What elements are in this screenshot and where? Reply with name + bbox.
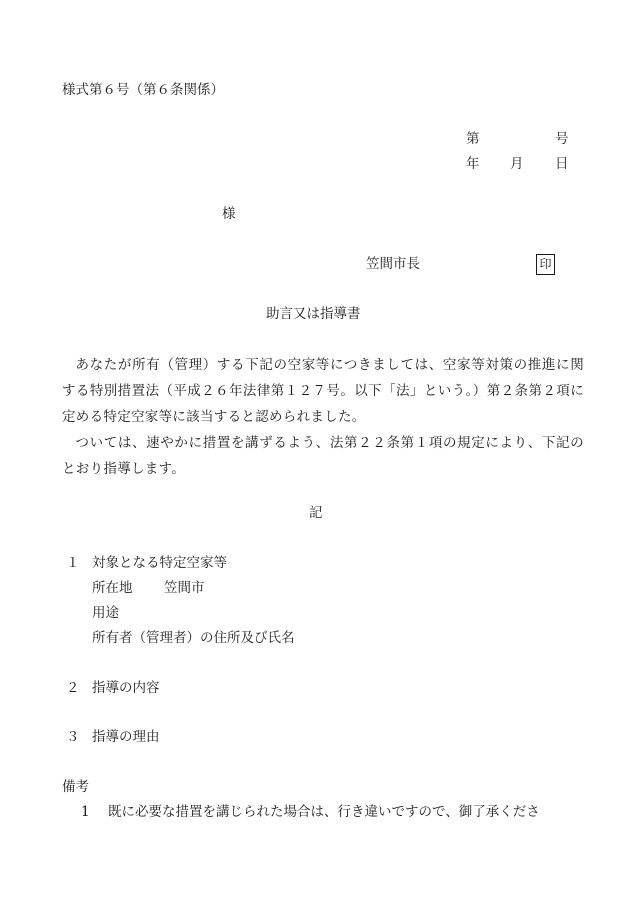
item3-number: ３ xyxy=(66,729,80,745)
date-month: 月 xyxy=(510,156,524,172)
document-number-suffix: 号 xyxy=(555,131,569,147)
item1-title: 対象となる特定空家等 xyxy=(92,555,227,571)
item3-title: 指導の理由 xyxy=(92,729,160,745)
item1-number: １ xyxy=(66,555,80,571)
item2-number: ２ xyxy=(66,680,80,696)
issuer-name: 笠間市長 xyxy=(366,256,420,272)
remarks-heading: 備考 xyxy=(62,779,89,795)
remark-1-text: 既に必要な措置を講じられた場合は、行き違いですので、御了承くださ xyxy=(108,804,540,820)
remark-1-number: 1 xyxy=(81,804,90,820)
item2-title: 指導の内容 xyxy=(92,680,160,696)
ki-heading: 記 xyxy=(309,505,323,521)
usage-label: 用途 xyxy=(92,605,119,621)
seal-stamp: 印 xyxy=(536,254,555,275)
recipient-honorific: 様 xyxy=(222,206,236,222)
body-text xyxy=(62,352,584,482)
location-label: 所在地 xyxy=(92,580,133,596)
body-paragraph-2: ついては、速やかに措置を講ずるよう、法第２２条第１項の規定により、下記のとおり指導します。 xyxy=(62,435,584,477)
document-title: 助言又は指導書 xyxy=(266,306,361,322)
document-number-prefix: 第 xyxy=(466,131,480,147)
body-paragraph-1: あなたが所有（管理）する下記の空家等につきましては、空家等対策の推進に関する特別措置法（平成２６年法律第１２７号。以下「法」という。）第２条第２項に定める特定空家等に該当すると認められました。 xyxy=(62,357,584,425)
form-label: 様式第６号（第６条関係） xyxy=(62,82,224,98)
date-day: 日 xyxy=(555,156,569,172)
location-value: 笠間市 xyxy=(164,580,205,596)
date-year: 年 xyxy=(466,156,480,172)
owner-label: 所有者（管理者）の住所及び氏名 xyxy=(92,630,295,646)
